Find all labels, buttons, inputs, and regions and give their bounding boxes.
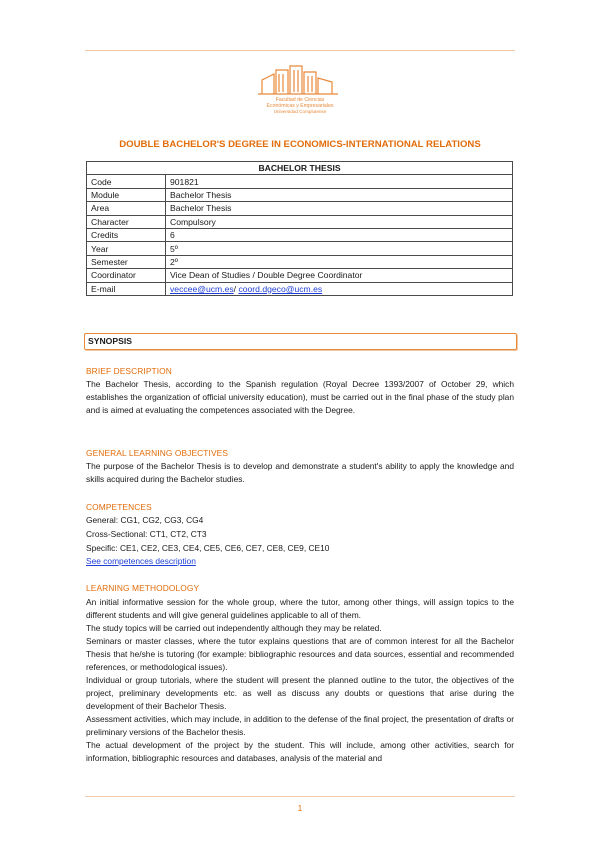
row-value: 6 (166, 228, 513, 241)
row-label: Character (87, 215, 166, 228)
brief-description-text: The Bachelor Thesis, according to the Spanish regulation (Royal Decree 1393/2007 of October 29, which establishes the organization of official university education), must be carried out in the final phase of the study plan and is aimed at evaluating the competences associated with the Degree. (86, 379, 514, 415)
brief-description-heading: BRIEF DESCRIPTION (86, 366, 172, 376)
table-row (87, 228, 513, 241)
methodology-paragraph: Assessment activities, which may include, in addition to the defense of the final project, the presentation of drafts or preliminary versions of the Bachelor thesis. (86, 714, 514, 737)
table-header: BACHELOR THESIS (87, 162, 513, 175)
course-info-table (86, 161, 513, 296)
svg-text:Facultad de Ciencias: Facultad de Ciencias (275, 97, 325, 103)
competences-cross-sectional: Cross-Sectional: CT1, CT2, CT3 (86, 529, 207, 539)
email-separator: / (233, 283, 237, 294)
synopsis-heading: SYNOPSIS (88, 336, 132, 346)
row-value: 901821 (166, 175, 513, 188)
row-value: 2º (166, 255, 513, 268)
row-label: Area (87, 202, 166, 215)
general-objectives-heading: GENERAL LEARNING OBJECTIVES (86, 448, 229, 458)
row-label: Credits (87, 228, 166, 241)
table-row (87, 282, 513, 295)
methodology-paragraph: The actual development of the project by the student. This will include, among other activities, search for information, bibliographic resources and databases, analysis of the material and (86, 740, 514, 763)
svg-text:Universidad Complutense: Universidad Complutense (273, 109, 327, 114)
footer-rule (85, 796, 515, 797)
row-value: Compulsory (166, 215, 513, 228)
table-row (87, 188, 513, 201)
email-link-veccee[interactable]: veccee@ucm.es (170, 283, 234, 294)
competences-heading: COMPETENCES (86, 502, 152, 512)
synopsis-heading-box (84, 333, 517, 350)
competences-description-link[interactable]: See competences description (86, 556, 196, 566)
table-row (87, 269, 513, 282)
row-value: Vice Dean of Studies / Double Degree Coordinator (166, 269, 513, 282)
methodology-paragraph: Seminars or master classes, where the tutor explains questions that are of common interest for all the Bachelor Thesis that he/she is tutoring (for example: bibliographic resources and data sources, essential and recommended references, or methodological issues). (86, 636, 514, 672)
table-row (87, 215, 513, 228)
table-row (87, 242, 513, 255)
competences-link-row (86, 555, 196, 568)
row-value: 5º (166, 242, 513, 255)
methodology-paragraph: The study topics will be carried out independently although they may be related. (86, 623, 382, 633)
faculty-building-logo (252, 60, 348, 116)
row-label: Module (87, 188, 166, 201)
table-row (87, 255, 513, 268)
row-label: Code (87, 175, 166, 188)
svg-text:Económicas y Empresariales: Económicas y Empresariales (266, 103, 334, 109)
document-title: DOUBLE BACHELOR'S DEGREE IN ECONOMICS-INTERNATIONAL RELATIONS (119, 139, 481, 150)
table-row (87, 202, 513, 215)
competences-general: General: CG1, CG2, CG3, CG4 (86, 515, 204, 525)
row-label: Coordinator (87, 269, 166, 282)
methodology-paragraph: An initial informative session for the whole group, where the tutor, among other things, will assign topics to the different students and will give general guidelines applicable to all of them. (86, 597, 514, 620)
competences-specific: Specific: CE1, CE2, CE3, CE4, CE5, CE6, CE7, CE8, CE9, CE10 (86, 543, 330, 553)
table-row (87, 175, 513, 188)
header-rule (85, 50, 515, 51)
row-label: Year (87, 242, 166, 255)
email-cell (166, 282, 513, 295)
row-value: Bachelor Thesis (166, 202, 513, 215)
row-value: Bachelor Thesis (166, 188, 513, 201)
row-label: Semester (87, 255, 166, 268)
page-number: 1 (297, 804, 303, 813)
email-link-coord[interactable]: coord.dgeco@ucm.es (238, 283, 323, 294)
methodology-heading: LEARNING METHODOLOGY (86, 583, 200, 593)
methodology-paragraph: Individual or group tutorials, where the student will present the planned outline to the tutor, the objectives of the project, preliminary developments etc. as well as discuss any doubts or questions that arise during the development of their Bachelor Thesis. (86, 675, 514, 711)
general-objectives-text: The purpose of the Bachelor Thesis is to develop and demonstrate a student's ability to apply the knowledge and skills acquired during the Bachelor studies. (86, 461, 514, 484)
row-label: E-mail (87, 282, 166, 295)
